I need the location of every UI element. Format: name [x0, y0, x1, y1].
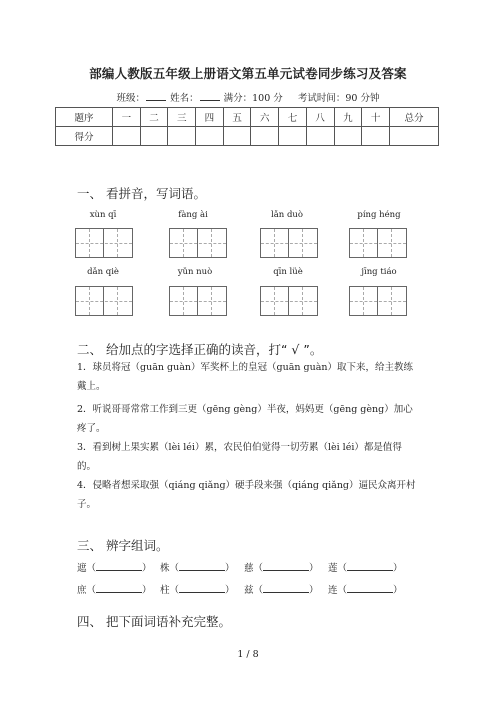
writing-box[interactable] — [169, 286, 227, 316]
answer-blank[interactable] — [179, 583, 225, 593]
score-cell[interactable] — [306, 127, 334, 146]
char-prefix: 连（ — [328, 585, 348, 596]
pinyin-label: dǎn qiè — [87, 267, 119, 277]
header-cell: 六 — [251, 108, 279, 127]
header-cell: 一 — [113, 108, 141, 127]
page-title: 部编人教版五年级上册语文第五单元试卷同步练习及答案 — [89, 66, 407, 81]
section2-heading: 二、 给加点的字选择正确的读音，打“ √ ”。 — [77, 342, 323, 357]
exam-info — [0, 90, 496, 104]
section3-heading: 三、 辨字组词。 — [77, 538, 169, 553]
writing-box[interactable] — [75, 286, 133, 316]
word-group-row — [244, 560, 319, 574]
question-line: 1．球员将冠（guān guàn）军奖杯上的皇冠（guān guàn）取下来，给主教练 — [77, 362, 414, 373]
pinyin-label: jīng tiáo — [361, 267, 397, 277]
score-cell[interactable] — [168, 127, 196, 146]
question-line: 4．侵略者想采取强（qiáng qiǎng）硬手段来强（qiáng qiǎng）逼民众离开村 — [77, 480, 416, 491]
char-suffix: ） — [142, 563, 152, 574]
question-line: 的。 — [77, 461, 97, 472]
header-cell: 二 — [140, 108, 168, 127]
score-cell[interactable] — [196, 127, 224, 146]
pinyin-label: xùn qī — [89, 210, 117, 220]
score-cell[interactable] — [362, 127, 390, 146]
row-label: 得分 — [56, 127, 113, 146]
header-cell: 九 — [334, 108, 362, 127]
header-cell: 十 — [362, 108, 390, 127]
char-prefix: 庶（ — [77, 585, 97, 596]
char-suffix: ） — [142, 585, 152, 596]
header-cell: 题序 — [56, 108, 113, 127]
score-cell[interactable] — [334, 127, 362, 146]
char-suffix: ） — [225, 585, 235, 596]
score-cell[interactable] — [279, 127, 307, 146]
char-suffix: ） — [309, 585, 319, 596]
score-table-header-row — [56, 108, 439, 127]
char-prefix: 莲（ — [328, 563, 348, 574]
section4-heading: 四、 把下面词语补充完整。 — [77, 614, 231, 629]
score-cell[interactable] — [251, 127, 279, 146]
score-cell[interactable] — [140, 127, 168, 146]
name-label: 姓名： — [170, 93, 199, 104]
word-group-row — [160, 560, 235, 574]
char-prefix: 慈（ — [244, 563, 264, 574]
header-cell: 总分 — [390, 108, 439, 127]
question-line: 3．看到树上果实累（lèi léi）累，农民伯伯觉得一切劳累（lèi léi）都是值得 — [77, 442, 402, 453]
answer-blank[interactable] — [347, 583, 393, 593]
word-group-row — [77, 582, 152, 596]
question-line: 戴上。 — [77, 381, 106, 392]
header-cell: 四 — [196, 108, 224, 127]
word-group-row — [328, 582, 403, 596]
writing-box[interactable] — [169, 228, 227, 258]
header-cell: 五 — [223, 108, 251, 127]
header-cell: 七 — [279, 108, 307, 127]
char-prefix: 遮（ — [77, 563, 97, 574]
pinyin-label: lǎn duò — [271, 210, 303, 220]
pinyin-label: fàng ài — [178, 210, 208, 220]
header-cell: 八 — [306, 108, 334, 127]
answer-blank[interactable] — [96, 561, 142, 571]
char-prefix: 柱（ — [160, 585, 180, 596]
score-cell[interactable] — [223, 127, 251, 146]
char-prefix: 兹（ — [244, 585, 264, 596]
answer-blank[interactable] — [96, 583, 142, 593]
pinyin-label: qīn lüè — [273, 267, 303, 277]
score-cell[interactable] — [390, 127, 439, 146]
page-number: 1 / 8 — [237, 649, 259, 660]
answer-blank[interactable] — [179, 561, 225, 571]
writing-box[interactable] — [349, 286, 407, 316]
question-line: 疼了。 — [77, 423, 106, 434]
name-blank — [200, 91, 220, 101]
class-blank — [146, 91, 166, 101]
word-group-row — [244, 582, 319, 596]
pinyin-label: yǔn nuò — [177, 267, 213, 277]
char-suffix: ） — [309, 563, 319, 574]
answer-blank[interactable] — [263, 583, 309, 593]
exam-time: 考试时间：90 分钟 — [297, 93, 380, 104]
question-line: 子。 — [77, 499, 97, 510]
char-suffix: ） — [393, 585, 403, 596]
pinyin-label: píng héng — [357, 210, 401, 220]
section1-heading: 一、 看拼音，写词语。 — [77, 186, 206, 201]
answer-blank[interactable] — [347, 561, 393, 571]
word-group-row — [160, 582, 235, 596]
char-prefix: 株（ — [160, 563, 180, 574]
word-group-row — [328, 560, 403, 574]
full-score: 满分：100 分 — [223, 93, 283, 104]
writing-box[interactable] — [349, 228, 407, 258]
char-suffix: ） — [225, 563, 235, 574]
answer-blank[interactable] — [263, 561, 309, 571]
writing-box[interactable] — [260, 286, 318, 316]
score-table — [55, 107, 439, 146]
header-cell: 三 — [168, 108, 196, 127]
score-table-score-row — [56, 127, 439, 146]
writing-box[interactable] — [260, 228, 318, 258]
writing-box[interactable] — [75, 228, 133, 258]
class-label: 班级： — [116, 93, 146, 104]
word-group-row — [77, 560, 152, 574]
score-cell[interactable] — [113, 127, 141, 146]
char-suffix: ） — [393, 563, 403, 574]
question-line: 2．听说哥哥常常工作到三更（gēng gèng）半夜，妈妈更（gēng gèng）加心 — [77, 404, 413, 415]
